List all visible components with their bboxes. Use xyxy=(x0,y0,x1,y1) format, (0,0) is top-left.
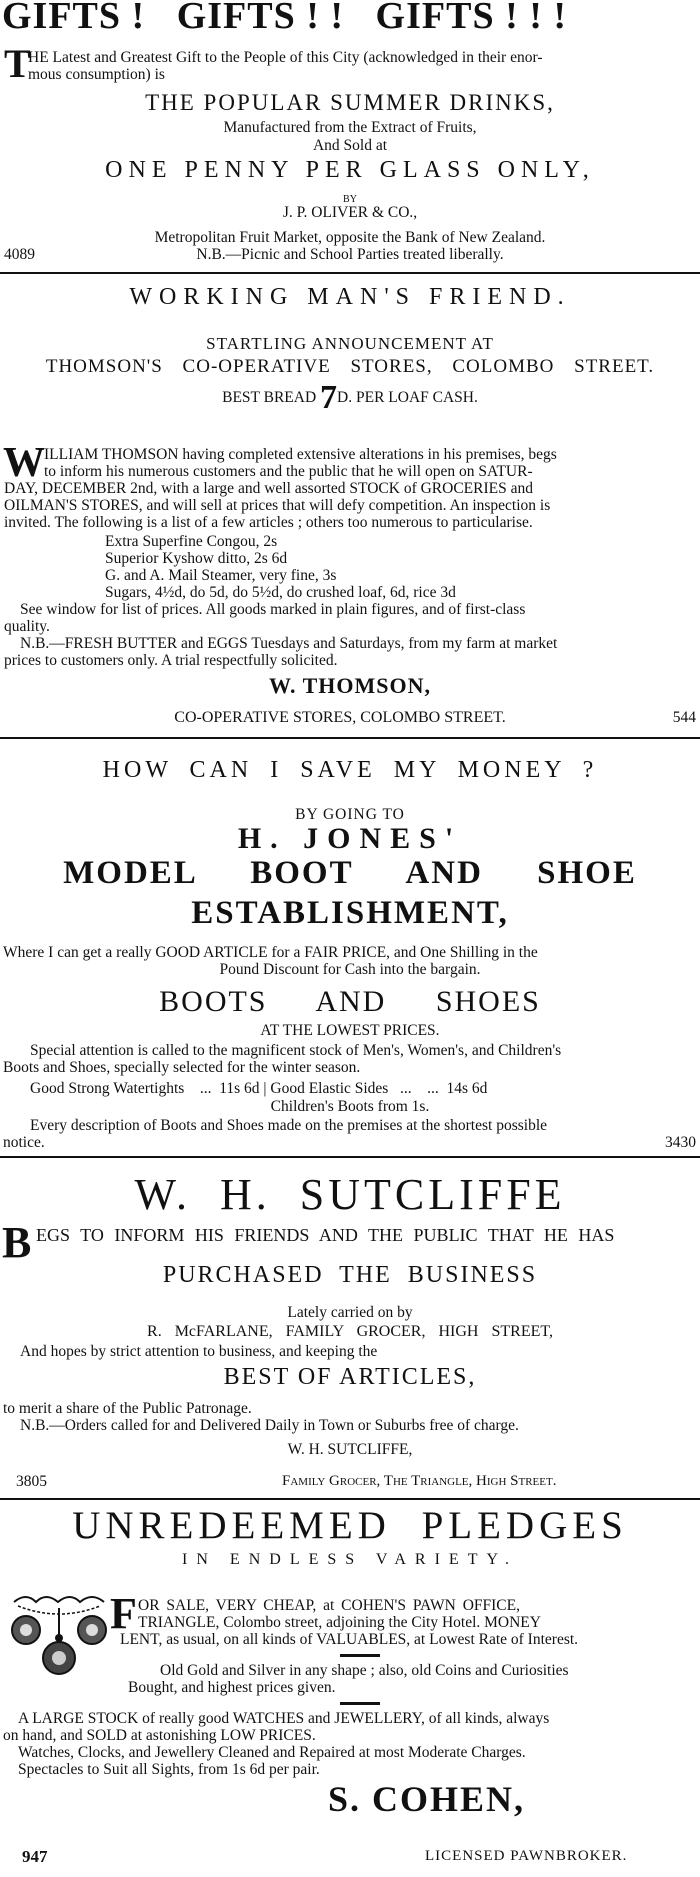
gifts-price: ONE PENNY PER GLASS ONLY, xyxy=(105,157,595,183)
sutcliffe-purchased: PURCHASED THE BUSINESS xyxy=(162,1262,538,1288)
bread-label: BEST BREAD xyxy=(222,389,317,406)
working-nb-line2: prices to customers only. A trial respectfully solicited. xyxy=(4,652,338,669)
gifts-company: J. P. OLIVER & CO., xyxy=(282,204,418,221)
cohen-name: S. COHEN, xyxy=(328,1779,526,1819)
jones-ad-number: 3430 xyxy=(665,1134,696,1151)
cohen-gold-line2: Bought, and highest prices given. xyxy=(128,1679,336,1696)
cohen-variety: IN ENDLESS VARIETY. xyxy=(182,1551,518,1568)
working-dropcap: W xyxy=(3,440,45,486)
jones-headline: HOW CAN I SAVE MY MONEY ? xyxy=(102,757,598,783)
sutcliffe-address: Family Grocer, The Triangle, High Street. xyxy=(282,1473,557,1489)
divider xyxy=(0,737,700,739)
jones-model: MODEL BOOT AND SHOE xyxy=(63,855,637,891)
gifts-product: THE POPULAR SUMMER DRINKS, xyxy=(145,90,555,115)
jones-childrens: Children's Boots from 1s. xyxy=(270,1098,430,1115)
working-item: Sugars, 4½d, do 5d, do 5½d, do crushed loaf, 6d, rice 3d xyxy=(105,584,456,601)
gifts-by: BY xyxy=(343,194,357,205)
gifts-location: Metropolitan Fruit Market, opposite the Bank of New Zealand. xyxy=(154,229,546,246)
sutcliffe-begs: EGS TO INFORM HIS FRIENDS AND THE PUBLIC THAT HE HAS xyxy=(36,1225,615,1245)
working-headline: WORKING MAN'S FRIEND. xyxy=(129,284,571,310)
working-para-line5: invited. The following is a list of a few articles ; others too numerous to particularise. xyxy=(4,514,533,531)
bread-price-unit: D. PER LOAF CASH. xyxy=(337,389,478,406)
working-address: CO-OPERATIVE STORES, COLOMBO STREET. xyxy=(174,709,506,726)
sutcliffe-lately: Lately carried on by xyxy=(287,1304,413,1321)
cohen-stock-line2: on hand, and SOLD at astonishing LOW PRICES. xyxy=(3,1727,316,1744)
working-nb-line1: N.B.—FRESH BUTTER and EGGS Tuesdays and Saturdays, from my farm at market xyxy=(20,635,558,652)
sutcliffe-headline: W. H. SUTCLIFFE xyxy=(134,1170,566,1219)
jones-every-line1: Every description of Boots and Shoes made on the premises at the shortest possible xyxy=(30,1117,548,1134)
jones-boots-shoes: BOOTS AND SHOES xyxy=(159,985,541,1018)
working-para-line4: OILMAN'S STORES, and will sell at prices that will defy competition. An inspection is xyxy=(4,497,551,514)
sutcliffe-hopes: And hopes by strict attention to business, and keeping the xyxy=(20,1343,378,1360)
divider xyxy=(0,272,700,274)
bread-price-number: 7 xyxy=(320,379,338,416)
jones-prices: Good Strong Watertights ... 11s 6d | Good Elastic Sides ... ... 14s 6d xyxy=(30,1080,488,1097)
gifts-intro-line2: mous consumption) is xyxy=(28,66,165,83)
working-see-line2: quality. xyxy=(4,618,50,635)
sutcliffe-signature: W. H. SUTCLIFFE, xyxy=(287,1441,413,1458)
working-signature: W. THOMSON, xyxy=(269,673,431,698)
gifts-dropcap: T xyxy=(4,41,31,86)
jewellery-illustration-icon xyxy=(6,1588,112,1688)
cohen-sale-line1: OR SALE, VERY CHEAP, at COHEN'S PAWN OFFICE, xyxy=(138,1597,520,1614)
working-para-line2: to inform his numerous customers and the public that he will open on SATUR- xyxy=(44,463,533,480)
sutcliffe-nb: N.B.—Orders called for and Delivered Daily in Town or Suburbs free of charge. xyxy=(20,1417,519,1434)
working-startling: STARTLING ANNOUNCEMENT AT xyxy=(206,334,494,353)
working-para-line3: DAY, DECEMBER 2nd, with a large and well assorted STOCK of GROCERIES and xyxy=(4,480,533,497)
cohen-stock-line1: A LARGE STOCK of really good WATCHES and JEWELLERY, of all kinds, always xyxy=(18,1710,550,1727)
working-see-line1: See window for list of prices. All goods marked in plain figures, and of first-class xyxy=(20,601,526,618)
gifts-nb: N.B.—Picnic and School Parties treated liberally. xyxy=(196,246,504,263)
cohen-dropcap: F xyxy=(110,1589,137,1638)
jones-name: H. JONES' xyxy=(237,822,463,855)
cohen-licensed: LICENSED PAWNBROKER. xyxy=(425,1848,628,1864)
working-item: Superior Kyshow ditto, 2s 6d xyxy=(105,550,288,567)
working-item: Extra Superfine Congou, 2s xyxy=(105,533,278,550)
cohen-ad-number: 947 xyxy=(22,1847,48,1866)
jones-establishment: ESTABLISHMENT, xyxy=(191,895,509,931)
jones-where-line2: Pound Discount for Cash into the bargain. xyxy=(219,961,481,978)
sutcliffe-ad-number: 3805 xyxy=(16,1473,47,1490)
cohen-sale-line2: TRIANGLE, Colombo street, adjoining the City Hotel. MONEY xyxy=(138,1614,541,1631)
gifts-manufactured: Manufactured from the Extract of Fruits, xyxy=(223,119,477,136)
cohen-gold-line1: Old Gold and Silver in any shape ; also, old Coins and Curiosities xyxy=(160,1662,569,1679)
working-stores: THOMSON'S CO-OPERATIVE STORES, COLOMBO STREET. xyxy=(45,356,655,377)
jones-special-line1: Special attention is called to the magnificent stock of Men's, Women's, and Children's xyxy=(30,1042,562,1059)
cohen-watches: Watches, Clocks, and Jewellery Cleaned and Repaired at most Moderate Charges. xyxy=(18,1744,526,1761)
working-bread xyxy=(0,379,700,416)
gifts-sold: And Sold at xyxy=(312,137,388,154)
gifts-headline: GIFTS ! GIFTS ! ! GIFTS ! ! ! xyxy=(2,0,568,37)
sutcliffe-merit: to merit a share of the Public Patronage. xyxy=(3,1400,252,1417)
sutcliffe-dropcap: B xyxy=(2,1218,32,1267)
working-ad-number: 544 xyxy=(672,709,696,726)
divider xyxy=(0,1156,700,1158)
cohen-headline: UNREDEEMED PLEDGES xyxy=(72,1504,628,1547)
jones-where-line1: Where I can get a really GOOD ARTICLE for a FAIR PRICE, and One Shilling in the xyxy=(3,944,538,961)
jones-lowest: AT THE LOWEST PRICES. xyxy=(260,1022,440,1039)
jones-special-line2: Boots and Shoes, specially selected for the winter season. xyxy=(3,1059,361,1076)
sutcliffe-best: BEST OF ARTICLES, xyxy=(223,1364,477,1390)
jones-bygoing: BY GOING TO xyxy=(295,806,405,823)
gifts-ad-number: 4089 xyxy=(4,246,35,263)
cohen-sale-line3: LENT, as usual, on all kinds of VALUABLES, at Lowest Rate of Interest. xyxy=(120,1631,579,1648)
divider xyxy=(340,1702,380,1705)
cohen-spectacles: Spectacles to Suit all Sights, from 1s 6d per pair. xyxy=(18,1761,320,1778)
working-para-line1: ILLIAM THOMSON having completed extensive alterations in his premises, begs xyxy=(44,446,557,463)
jones-every-line2: notice. xyxy=(3,1134,45,1151)
divider xyxy=(0,1498,700,1500)
gifts-intro-line1: HE Latest and Greatest Gift to the People of this City (acknowledged in their enor- xyxy=(28,49,543,66)
working-item: G. and A. Mail Steamer, very fine, 3s xyxy=(105,567,337,584)
divider xyxy=(340,1654,380,1657)
sutcliffe-mcfarlane: R. McFARLANE, FAMILY GROCER, HIGH STREET, xyxy=(147,1323,553,1340)
